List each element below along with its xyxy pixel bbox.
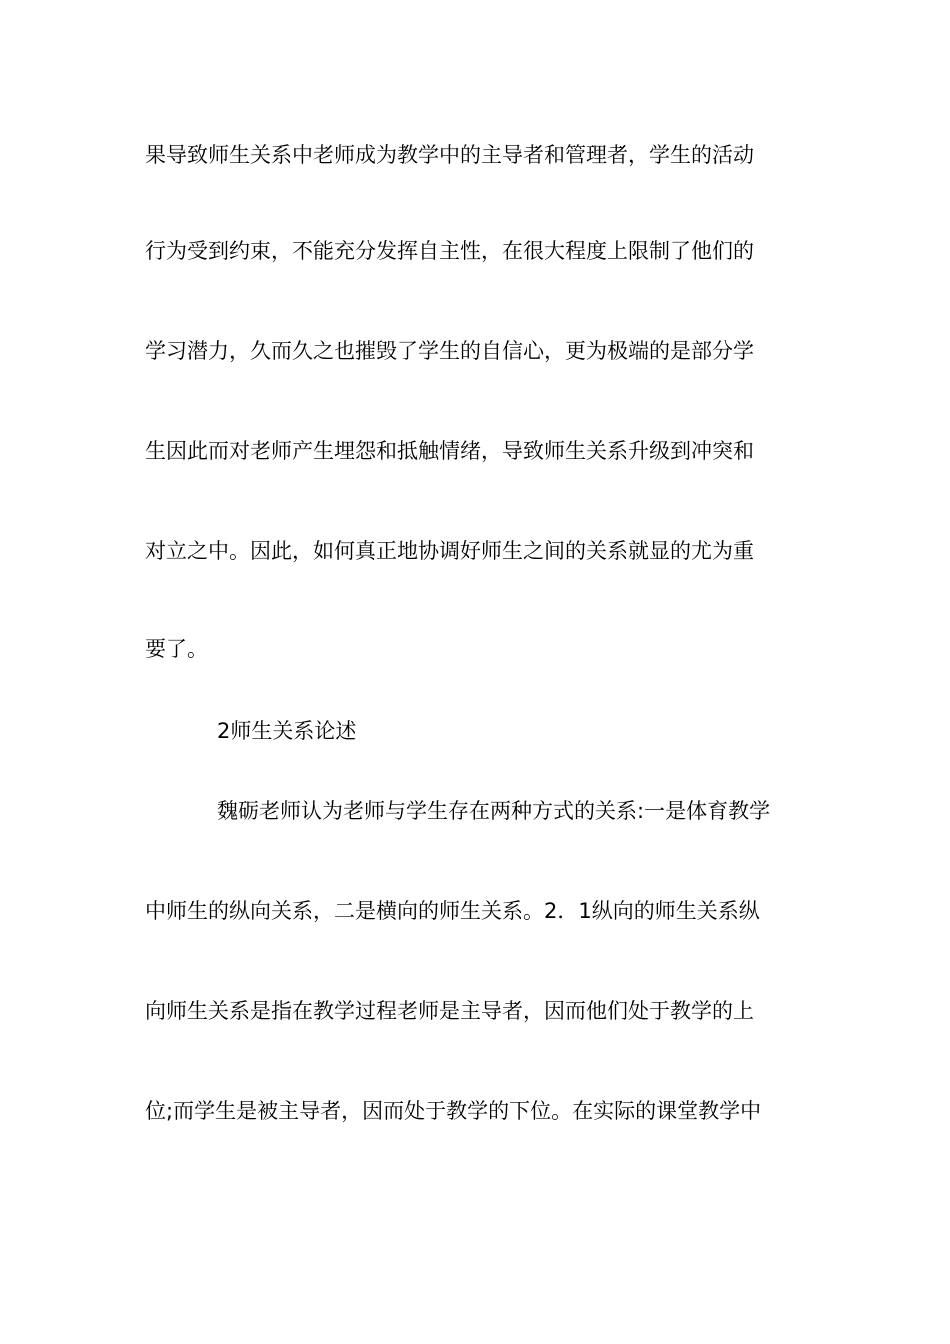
paragraph-line: 行为受到约束，不能充分发挥自主性，在很大程度上限制了他们的 (145, 239, 754, 263)
paragraph-line: 中师生的纵向关系，二是横向的师生关系。2．1纵向的师生关系纵 (145, 899, 760, 923)
paragraph-line: 果导致师生关系中老师成为教学中的主导者和管理者，学生的活动 (145, 143, 754, 167)
paragraph-line: 要了。 (145, 637, 208, 661)
paragraph-line: 位;而学生是被主导者，因而处于教学的下位。在实际的课堂教学中 (145, 1099, 762, 1123)
paragraph-line: 魏砺老师认为老师与学生存在两种方式的关系:一是体育教学 (217, 799, 771, 823)
paragraph-line: 向师生关系是指在教学过程老师是主导者，因而他们处于教学的上 (145, 999, 754, 1023)
section-heading: 2师生关系论述 (217, 719, 357, 743)
paragraph-line: 学习潜力，久而久之也摧毁了学生的自信心，更为极端的是部分学 (145, 339, 754, 363)
paragraph-line: 对立之中。因此，如何真正地协调好师生之间的关系就显的尤为重 (145, 539, 754, 563)
paragraph-line: 生因此而对老师产生埋怨和抵触情绪，导致师生关系升级到冲突和 (145, 439, 754, 463)
